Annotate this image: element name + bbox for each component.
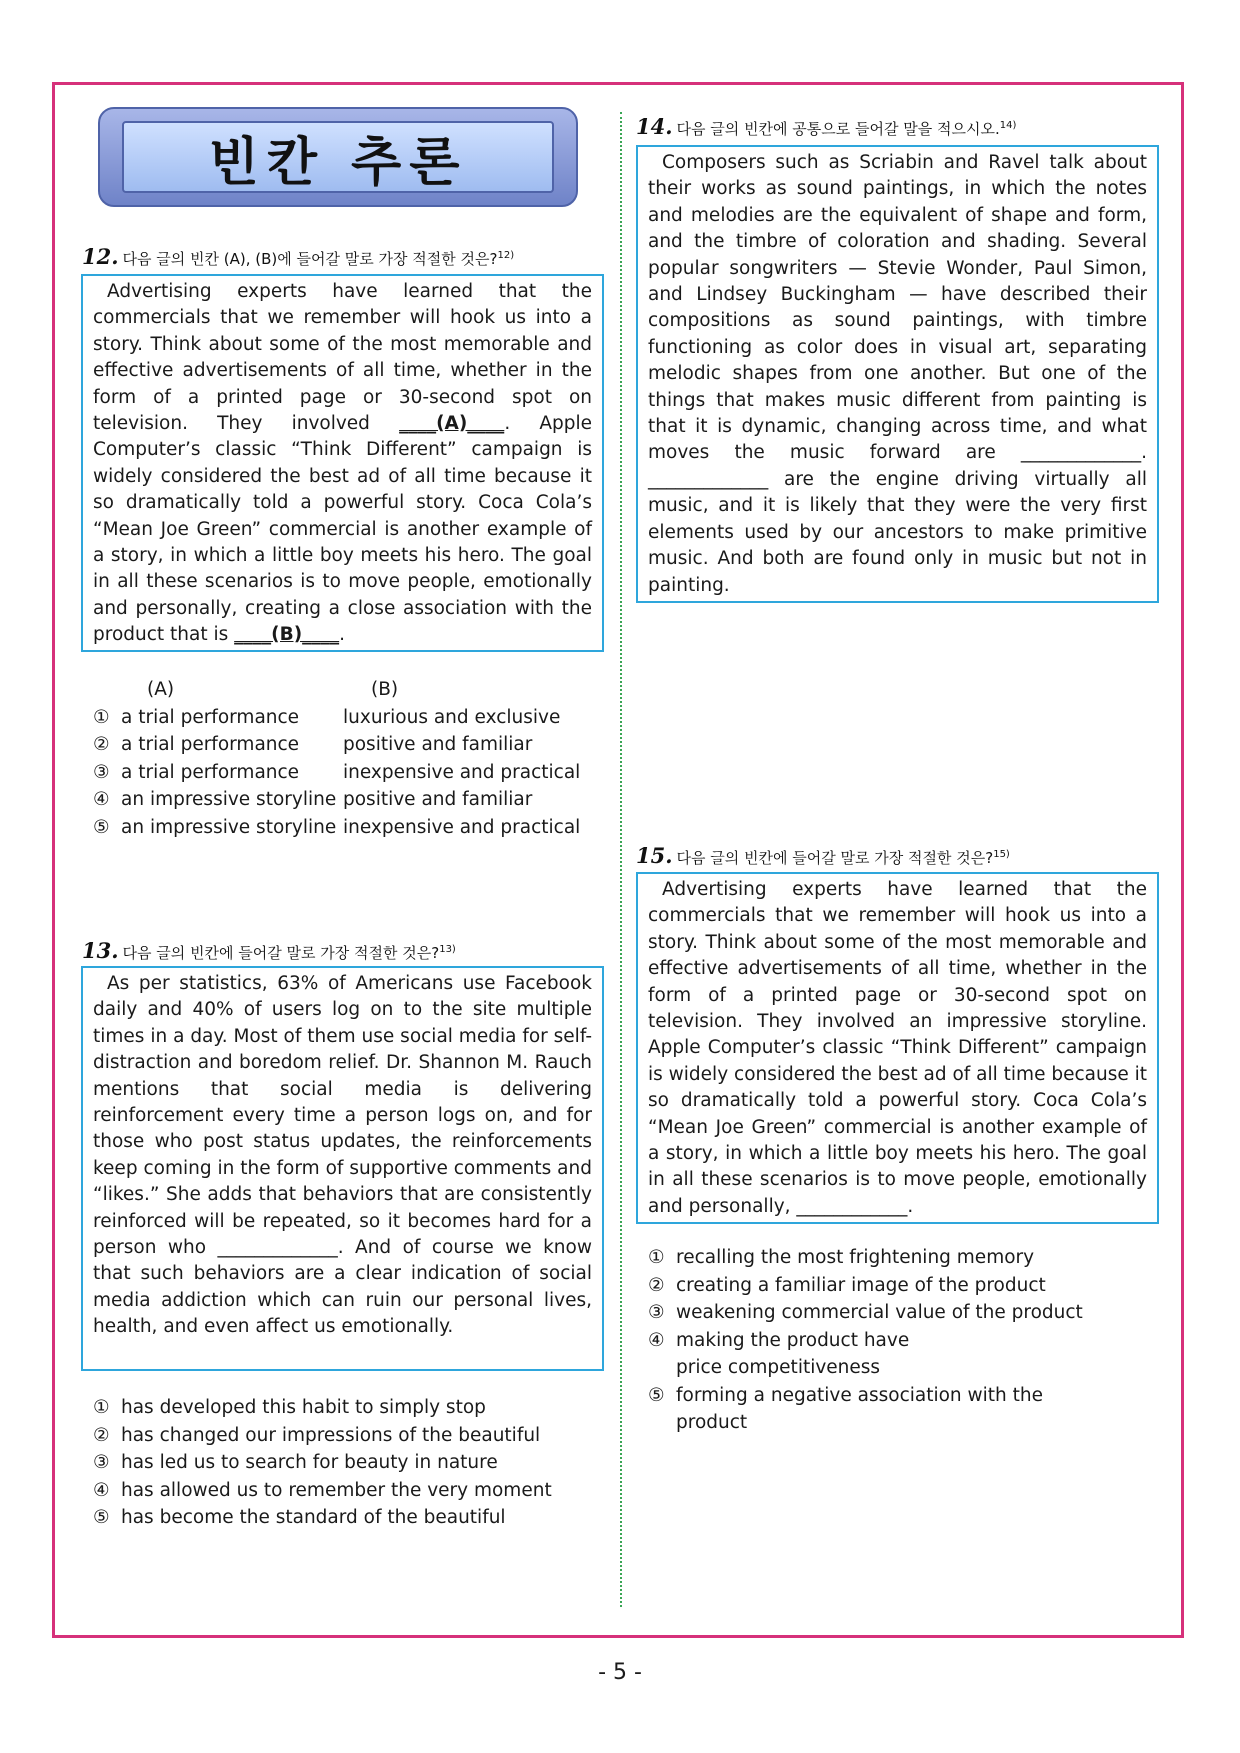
q15-passage: Advertising experts have learned that the commercials that we remember will hook us into a story. Think about some of the most memorable and effective advertisements of all time, whether in the form of a printed page or 30-second spot on television. They involved an impressive storyline. Apple Computer’s classic “Think Different” campaign is widely considered the best ad of all time because it so dramatically told a powerful story. Coca Cola’s “Mean Joe Green” commercial is another example of a story, in which a little boy meets his hero. The goal in all these scenarios is to move people, emotionally and personally, ____________. [648,879,1147,1217]
section-banner-inner [122,121,554,193]
q13-passage-box [81,966,604,1371]
option-b: inexpensive and practical [343,816,581,838]
q12-passage-part1: Advertising experts have learned that the commercials that we remember will hook us into a story. Think about some of the most memorable and effective advertisements of all time, whether in the form of a printed page or 30-second spot on television. They involved [93,281,592,435]
option-a: a trial performance [121,734,300,755]
q12-passage [93,279,592,649]
option-a: an impressive storyline [121,789,337,810]
q12-passage-box [81,274,604,652]
q12-option-1[interactable] [93,704,580,732]
option-text: has changed our impressions of the beautiful [121,1424,541,1446]
q14-heading [636,114,1016,139]
q15-prompt: 다음 글의 빈칸에 들어갈 말로 가장 적절한 것은? [676,849,994,867]
q15-option-2[interactable] [648,1272,1088,1300]
q15-option-5[interactable] [648,1382,1068,1437]
option-number: ③ [648,1302,665,1323]
q13-option-4[interactable] [93,1477,552,1505]
q12-option-2[interactable] [93,731,580,759]
option-number: ④ [93,1479,110,1501]
option-number: ③ [93,761,110,783]
option-b: luxurious and exclusive [343,706,561,728]
q13-options [93,1394,552,1532]
q12-passage-part3: . [339,624,346,646]
q12-blank-b: ____(B)____ [234,624,340,646]
q14-number: 14. [636,114,673,139]
q15-heading [636,843,1010,868]
q12-option-header [93,676,580,704]
q13-option-5[interactable] [93,1504,552,1532]
q12-option-3[interactable] [93,759,580,787]
q13-number: 13. [82,938,119,963]
q12-col-a: (A) [147,679,175,700]
option-text: has developed this habit to simply stop [121,1397,486,1418]
page-number: - 5 - [598,1660,642,1685]
option-text: making the product have price competitiveness [676,1329,910,1378]
q13-heading [82,938,456,963]
q15-number: 15. [636,843,673,868]
option-text: has led us to search for beauty in nature [121,1452,498,1473]
option-number: ⑤ [648,1384,665,1406]
option-b: positive and familiar [343,789,533,810]
q12-number: 12. [82,244,119,269]
q15-ref: 15) [993,849,1010,860]
option-text: creating a familiar image of the product [676,1274,1046,1296]
q13-option-3[interactable] [93,1449,552,1477]
option-a: an impressive storyline [121,816,337,838]
option-text: weakening commercial value of the product [676,1302,1083,1323]
option-text: has become the standard of the beautiful [121,1507,506,1528]
q14-prompt: 다음 글의 빈칸에 공통으로 들어갈 말을 적으시오. [676,120,1000,138]
q15-passage-box [636,872,1159,1224]
option-b: inexpensive and practical [343,761,581,783]
q15-options [648,1244,1088,1437]
option-number: ① [648,1247,665,1268]
q12-options [93,676,580,841]
column-divider [620,112,622,1607]
q12-prompt: 다음 글의 빈칸 (A), (B)에 들어갈 말로 가장 적절한 것은? [122,250,498,268]
option-number: ② [648,1274,665,1296]
q14-passage-box [636,145,1159,603]
q15-option-1[interactable] [648,1244,1088,1272]
q12-option-5[interactable] [93,814,580,842]
option-number: ⑤ [93,1507,110,1528]
q12-ref: 12) [497,250,515,261]
option-number: ① [93,706,110,728]
q13-ref: 13) [439,944,456,955]
option-number: ④ [93,789,110,810]
option-text: forming a negative association with the product [676,1384,1044,1433]
section-title: 빈칸 추론 [208,132,468,193]
option-a: a trial performance [121,706,300,728]
q13-passage: As per statistics, 63% of Americans use Facebook daily and 40% of users log on to the site multiple times in a day. Most of them use social media for self-distraction and boredom relief. Dr. Shannon M. Rauch mentions that social media is delivering reinforcement every time a person logs on, and for those who post status updates, the reinforcements keep coming in the form of supportive comments and “likes.” She adds that behaviors that are consistently reinforced will be repeated, so it becomes hard for a person who _____________. And of course we know that such behaviors are a clear indication of social media addiction which can ruin our personal lives, health, and even affect us emotionally. [93,973,592,1338]
option-text: recalling the most frightening memory [676,1247,1035,1268]
q13-option-2[interactable] [93,1422,552,1450]
option-text: has allowed us to remember the very moment [121,1479,552,1501]
q12-blank-a: ____(A)____ [399,413,505,435]
option-number: ④ [648,1329,665,1351]
option-number: ① [93,1397,110,1418]
option-number: ③ [93,1452,110,1473]
section-banner [98,107,578,207]
q12-col-b: (B) [371,679,399,700]
option-number: ② [93,1424,110,1446]
option-b: positive and familiar [343,734,533,755]
q14-ref: 14) [999,120,1017,131]
q12-option-4[interactable] [93,786,580,814]
option-number: ② [93,734,110,755]
q13-option-1[interactable] [93,1394,552,1422]
q15-option-3[interactable] [648,1299,1088,1327]
q15-option-4[interactable] [648,1327,948,1382]
option-number: ⑤ [93,816,110,838]
q14-passage: Composers such as Scriabin and Ravel talk about their works as sound paintings, in which the notes and melodies are the equivalent of shape and form, and the timbre of coloration and shading. Several popular songwriters — Stevie Wonder, Paul Simon, and Lindsey Buckingham — have described their compositions as sound paintings, with timbre functioning as color does in visual art, separating melodic shapes from one another. But one of the things that makes music different from painting is that it is dynamic, changing across time, and what moves the music forward are _____________. _____________ are the engine driving virtually all music, and it is likely that they were the very first elements used by our ancestors to make primitive music. And both are found only in music but not in painting. [648,152,1147,596]
q12-heading [82,244,514,269]
option-a: a trial performance [121,761,300,783]
q13-prompt: 다음 글의 빈칸에 들어갈 말로 가장 적절한 것은? [122,944,440,962]
q12-passage-part2: . Apple Computer’s classic “Think Different” campaign is widely considered the best ad of all time because it so dramatically told a powerful story. Coca Cola’s “Mean Joe Green” commercial is another example of a story, in which a little boy meets his hero. The goal in all these scenarios is to move people, emotionally and personally, creating a close association with the product that is [93,413,592,646]
